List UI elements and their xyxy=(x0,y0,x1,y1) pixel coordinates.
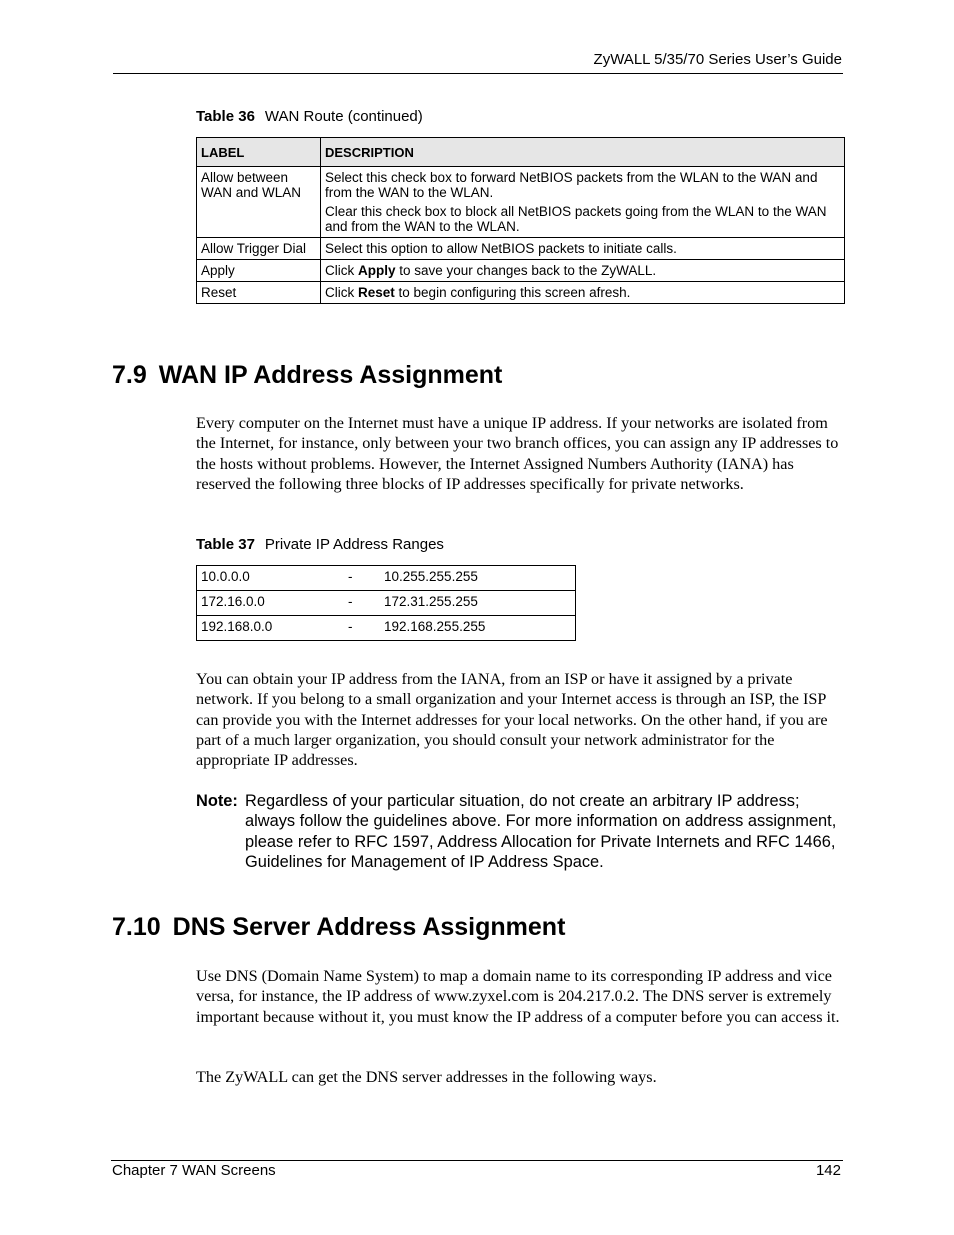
table-row xyxy=(197,238,845,260)
range-start: 10.0.0.0 xyxy=(197,566,345,591)
body-paragraph: You can obtain your IP address from the IANA, from an ISP or have it assigned by a private network. If you belong to a small organization and your Internet access is through an ISP, the ISP can provide you with the Internet addresses for your local networks. On the other hand, if you are part of a much larger organization, you should consult your network administrator for the appropriate IP addresses. xyxy=(196,670,828,770)
row-description xyxy=(321,282,845,304)
section-title: DNS Server Address Assignment xyxy=(172,913,566,941)
range-end: 10.255.255.255 xyxy=(380,566,576,591)
range-separator: - xyxy=(344,591,380,616)
description-bold-term: Reset xyxy=(358,285,395,300)
row-description: Select this option to allow NetBIOS packets to initiate calls. xyxy=(321,238,845,260)
note-block xyxy=(196,791,846,872)
row-description xyxy=(321,260,845,282)
row-label: Allow between WAN and WLAN xyxy=(197,167,321,238)
wan-route-table xyxy=(196,137,845,304)
table-37-caption-text: Private IP Address Ranges xyxy=(264,536,444,553)
row-label: Apply xyxy=(197,260,321,282)
note-text: Regardless of your particular situation, do not create an arbitrary IP address; always follow the guidelines above. For more information on address assignment, please refer to RFC 1597, Address Allocation for Private Internets and RFC 1466, Guidelines for Management of IP Address Space. xyxy=(245,792,837,871)
table-row xyxy=(197,566,576,591)
description-bold-term: Apply xyxy=(358,263,396,278)
section-number: 7.9 xyxy=(112,361,147,389)
body-paragraph: Every computer on the Internet must have a unique IP address. If your networks are isolated from the Internet, for instance, only between your two branch offices, you can assign any IP addresses to the hosts without problems. However, the Internet Assigned Numbers Authority (IANA) has reserved the following three blocks of IP addresses specifically for private networks. xyxy=(196,414,839,493)
range-start: 172.16.0.0 xyxy=(197,591,345,616)
note-label: Note: xyxy=(196,792,238,810)
row-label: Allow Trigger Dial xyxy=(197,238,321,260)
footer-chapter: Chapter 7 WAN Screens xyxy=(112,1162,276,1179)
section-heading xyxy=(112,361,502,390)
description-text: Click xyxy=(325,285,358,300)
description-line: Clear this check box to block all NetBIOS packets going from the WLAN to the WAN and from the WAN to the WLAN. xyxy=(325,204,827,234)
table-36-caption-text: WAN Route (continued) xyxy=(264,108,423,125)
table-row xyxy=(197,260,845,282)
private-ip-ranges-table xyxy=(196,565,576,641)
range-separator: - xyxy=(344,616,380,641)
section-heading xyxy=(112,913,565,942)
range-end: 172.31.255.255 xyxy=(380,591,576,616)
description-line: Select this check box to forward NetBIOS packets from the WLAN to the WAN and from the WAN to the WLAN. xyxy=(325,170,818,200)
body-paragraph: The ZyWALL can get the DNS server addresses in the following ways. xyxy=(196,1068,657,1086)
table-row xyxy=(197,591,576,616)
range-start: 192.168.0.0 xyxy=(197,616,345,641)
header-rule xyxy=(113,73,843,74)
description-text: to begin configuring this screen afresh. xyxy=(394,285,631,300)
running-header: ZyWALL 5/35/70 Series User’s Guide xyxy=(593,51,842,68)
description-text: Click xyxy=(325,263,358,278)
section-number: 7.10 xyxy=(112,913,161,941)
table-37-caption-label: Table 37 xyxy=(196,536,255,553)
range-separator: - xyxy=(344,566,380,591)
label-column-header: LABEL xyxy=(197,138,321,167)
table-header-row xyxy=(197,138,845,167)
row-description xyxy=(321,167,845,238)
table-36-caption-label: Table 36 xyxy=(196,108,255,125)
row-label: Reset xyxy=(197,282,321,304)
table-36-caption xyxy=(196,108,423,125)
page-number: 142 xyxy=(815,1162,841,1179)
body-paragraph: Use DNS (Domain Name System) to map a domain name to its corresponding IP address and vice versa, for instance, the IP address of www.zyxel.com is 204.217.0.2. The DNS server is extremely important because without it, you must know the IP address of a computer before you can access it. xyxy=(196,967,840,1026)
table-37-caption xyxy=(196,536,444,553)
table-row xyxy=(197,282,845,304)
description-column-header: DESCRIPTION xyxy=(321,138,845,167)
table-row xyxy=(197,167,845,238)
table-row xyxy=(197,616,576,641)
range-end: 192.168.255.255 xyxy=(380,616,576,641)
description-text: to save your changes back to the ZyWALL. xyxy=(395,263,657,278)
section-title: WAN IP Address Assignment xyxy=(158,361,503,389)
footer-rule xyxy=(111,1160,843,1161)
